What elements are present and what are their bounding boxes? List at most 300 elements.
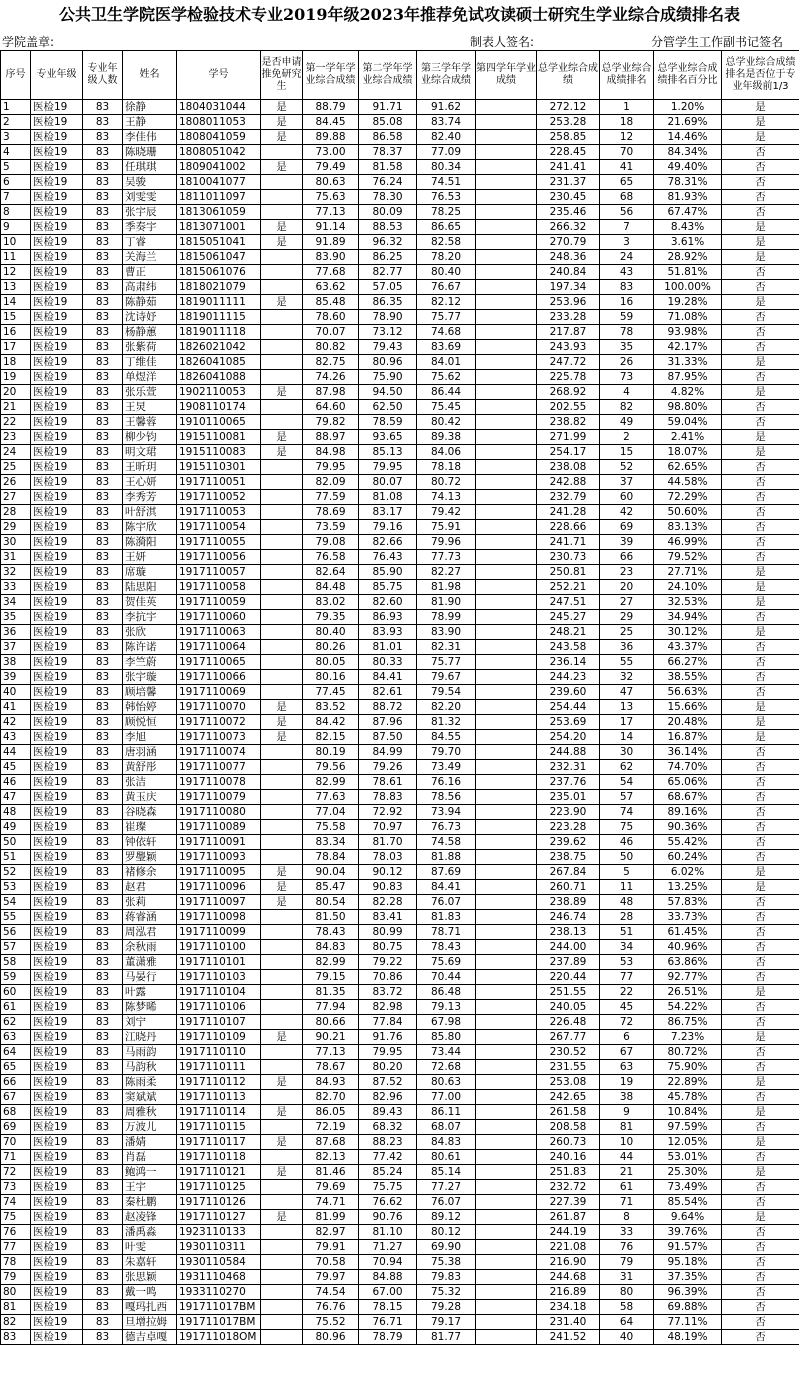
cell-percent: 36.14%	[654, 745, 722, 760]
cell-index: 80	[1, 1285, 31, 1300]
cell-rank: 31	[600, 1270, 654, 1285]
cell-index: 32	[1, 565, 31, 580]
cell-year1: 84.48	[303, 580, 359, 595]
cell-index: 82	[1, 1315, 31, 1330]
cell-rank: 47	[600, 685, 654, 700]
cell-top-third: 是	[722, 565, 799, 580]
cell-year2: 82.61	[359, 685, 417, 700]
table-row	[1, 130, 799, 145]
cell-year1: 79.97	[303, 1270, 359, 1285]
cell-total: 238.13	[537, 925, 600, 940]
cell-count: 83	[83, 1210, 123, 1225]
cell-total: 241.28	[537, 505, 600, 520]
cell-top-third: 是	[722, 700, 799, 715]
cell-year3: 78.71	[417, 925, 476, 940]
cell-student-id: 1917110080	[177, 805, 261, 820]
cell-name: 褚修余	[123, 865, 177, 880]
cell-year2: 86.93	[359, 610, 417, 625]
cell-student-id: 1917110091	[177, 835, 261, 850]
cell-percent: 9.64%	[654, 1210, 722, 1225]
cell-percent: 1.20%	[654, 100, 722, 115]
cell-name: 王静	[123, 115, 177, 130]
cell-major: 医检19	[31, 670, 83, 685]
cell-top-third: 否	[722, 685, 799, 700]
cell-year3: 69.90	[417, 1240, 476, 1255]
cell-year4	[476, 910, 537, 925]
cell-major: 医检19	[31, 535, 83, 550]
cell-year4	[476, 445, 537, 460]
table-row	[1, 1030, 799, 1045]
cell-rank: 69	[600, 520, 654, 535]
cell-apply: 是	[261, 1165, 303, 1180]
cell-count: 83	[83, 1255, 123, 1270]
cell-total: 241.52	[537, 1330, 600, 1345]
cell-year1: 75.52	[303, 1315, 359, 1330]
table-row	[1, 1255, 799, 1270]
table-row	[1, 220, 799, 235]
cell-total: 233.28	[537, 310, 600, 325]
cell-percent: 59.04%	[654, 415, 722, 430]
cell-name: 顾悦恒	[123, 715, 177, 730]
cell-student-id: 191711017BM	[177, 1315, 261, 1330]
cell-major: 医检19	[31, 760, 83, 775]
cell-major: 医检19	[31, 835, 83, 850]
cell-percent: 89.16%	[654, 805, 722, 820]
cell-year4	[476, 730, 537, 745]
cell-top-third: 否	[722, 310, 799, 325]
cell-total: 244.19	[537, 1225, 600, 1240]
cell-index: 74	[1, 1195, 31, 1210]
cell-rank: 40	[600, 1330, 654, 1345]
cell-total: 261.58	[537, 1105, 600, 1120]
header-year3: 第三学年学业综合成绩	[417, 51, 476, 100]
cell-year1: 79.08	[303, 535, 359, 550]
table-row	[1, 475, 799, 490]
cell-year2: 91.76	[359, 1030, 417, 1045]
cell-year3: 79.67	[417, 670, 476, 685]
cell-rank: 17	[600, 715, 654, 730]
cell-apply: 是	[261, 115, 303, 130]
cell-percent: 86.75%	[654, 1015, 722, 1030]
cell-year3: 83.74	[417, 115, 476, 130]
cell-year2: 79.26	[359, 760, 417, 775]
cell-year3: 75.38	[417, 1255, 476, 1270]
cell-index: 35	[1, 610, 31, 625]
cell-percent: 24.10%	[654, 580, 722, 595]
cell-name: 黄舒彤	[123, 760, 177, 775]
cell-major: 医检19	[31, 460, 83, 475]
cell-top-third: 是	[722, 1210, 799, 1225]
cell-top-third: 否	[722, 1240, 799, 1255]
cell-total: 237.76	[537, 775, 600, 790]
table-row	[1, 1090, 799, 1105]
cell-percent: 98.80%	[654, 400, 722, 415]
cell-year2: 84.99	[359, 745, 417, 760]
cell-top-third: 是	[722, 1030, 799, 1045]
cell-student-id: 1917110052	[177, 490, 261, 505]
cell-count: 83	[83, 460, 123, 475]
cell-total: 216.90	[537, 1255, 600, 1270]
cell-student-id: 1917110125	[177, 1180, 261, 1195]
cell-major: 医检19	[31, 850, 83, 865]
cell-top-third: 否	[722, 190, 799, 205]
cell-total: 230.73	[537, 550, 600, 565]
cell-year1: 79.49	[303, 160, 359, 175]
cell-apply	[261, 640, 303, 655]
cell-rank: 50	[600, 850, 654, 865]
cell-rank: 72	[600, 1015, 654, 1030]
cell-name: 张紫荷	[123, 340, 177, 355]
cell-major: 医检19	[31, 985, 83, 1000]
cell-year3: 79.13	[417, 1000, 476, 1015]
cell-count: 83	[83, 925, 123, 940]
cell-count: 83	[83, 610, 123, 625]
cell-percent: 56.63%	[654, 685, 722, 700]
cell-year3: 72.68	[417, 1060, 476, 1075]
cell-year1: 80.05	[303, 655, 359, 670]
cell-name: 李秀芳	[123, 490, 177, 505]
cell-name: 沈诗妤	[123, 310, 177, 325]
cell-index: 30	[1, 535, 31, 550]
cell-year4	[476, 1285, 537, 1300]
cell-total: 239.60	[537, 685, 600, 700]
cell-name: 王馨蓉	[123, 415, 177, 430]
table-row	[1, 805, 799, 820]
cell-index: 17	[1, 340, 31, 355]
cell-year4	[476, 1030, 537, 1045]
cell-total: 231.40	[537, 1315, 600, 1330]
cell-percent: 43.37%	[654, 640, 722, 655]
cell-year2: 76.62	[359, 1195, 417, 1210]
cell-percent: 39.76%	[654, 1225, 722, 1240]
cell-name: 李旭	[123, 730, 177, 745]
cell-count: 83	[83, 310, 123, 325]
cell-apply	[261, 1090, 303, 1105]
cell-year4	[476, 640, 537, 655]
table-row	[1, 460, 799, 475]
cell-total: 244.88	[537, 745, 600, 760]
cell-percent: 48.19%	[654, 1330, 722, 1345]
cell-top-third: 否	[722, 490, 799, 505]
cell-year2: 86.25	[359, 250, 417, 265]
cell-year3: 78.56	[417, 790, 476, 805]
cell-year2: 78.30	[359, 190, 417, 205]
cell-major: 医检19	[31, 1195, 83, 1210]
cell-student-id: 1915110081	[177, 430, 261, 445]
cell-year2: 87.50	[359, 730, 417, 745]
cell-year4	[476, 160, 537, 175]
cell-year4	[476, 295, 537, 310]
cell-major: 医检19	[31, 430, 83, 445]
cell-student-id: 1917110113	[177, 1090, 261, 1105]
cell-index: 20	[1, 385, 31, 400]
cell-rank: 46	[600, 835, 654, 850]
cell-major: 医检19	[31, 340, 83, 355]
cell-year1: 80.82	[303, 340, 359, 355]
cell-major: 医检19	[31, 130, 83, 145]
table-row	[1, 1330, 799, 1345]
cell-year2: 87.52	[359, 1075, 417, 1090]
cell-year3: 74.13	[417, 490, 476, 505]
cell-total: 225.78	[537, 370, 600, 385]
cell-year1: 83.02	[303, 595, 359, 610]
header-year1: 第一学年学业综合成绩	[303, 51, 359, 100]
table-row	[1, 430, 799, 445]
cell-rank: 49	[600, 415, 654, 430]
cell-percent: 95.18%	[654, 1255, 722, 1270]
cell-name: 朱嘉轩	[123, 1255, 177, 1270]
cell-student-id: 1917110066	[177, 670, 261, 685]
cell-rank: 54	[600, 775, 654, 790]
cell-apply	[261, 970, 303, 985]
header-year4: 第四学年学业成绩	[476, 51, 537, 100]
cell-year2: 88.53	[359, 220, 417, 235]
cell-percent: 79.52%	[654, 550, 722, 565]
cell-total: 260.73	[537, 1135, 600, 1150]
cell-index: 48	[1, 805, 31, 820]
cell-percent: 74.70%	[654, 760, 722, 775]
cell-total: 248.21	[537, 625, 600, 640]
cell-count: 83	[83, 325, 123, 340]
header-top-third: 总学业综合成绩排名是否位于专业年级前1/3	[722, 51, 799, 100]
cell-name: 张欣	[123, 625, 177, 640]
cell-percent: 68.67%	[654, 790, 722, 805]
cell-year4	[476, 715, 537, 730]
cell-top-third: 是	[722, 430, 799, 445]
cell-major: 医检19	[31, 640, 83, 655]
cell-total: 238.89	[537, 895, 600, 910]
table-row	[1, 730, 799, 745]
secretary-signature-label: 分管学生工作副书记签名	[651, 35, 784, 49]
cell-apply	[261, 505, 303, 520]
cell-name: 曹正	[123, 265, 177, 280]
cell-index: 24	[1, 445, 31, 460]
cell-total: 237.89	[537, 955, 600, 970]
cell-year4	[476, 1045, 537, 1060]
cell-year3: 82.20	[417, 700, 476, 715]
cell-student-id: 1813061059	[177, 205, 261, 220]
cell-student-id: 1826041088	[177, 370, 261, 385]
cell-year3: 78.18	[417, 460, 476, 475]
cell-year3: 86.48	[417, 985, 476, 1000]
cell-rank: 20	[600, 580, 654, 595]
cell-index: 51	[1, 850, 31, 865]
cell-student-id: 1917110126	[177, 1195, 261, 1210]
cell-year4	[476, 205, 537, 220]
cell-count: 83	[83, 295, 123, 310]
table-row	[1, 160, 799, 175]
cell-total: 227.39	[537, 1195, 600, 1210]
cell-year2: 80.75	[359, 940, 417, 955]
cell-year3: 77.00	[417, 1090, 476, 1105]
cell-apply	[261, 1300, 303, 1315]
cell-student-id: 1917110106	[177, 1000, 261, 1015]
table-row	[1, 1000, 799, 1015]
cell-top-third: 否	[722, 415, 799, 430]
cell-apply	[261, 1060, 303, 1075]
cell-rank: 21	[600, 1165, 654, 1180]
cell-rank: 65	[600, 175, 654, 190]
cell-index: 68	[1, 1105, 31, 1120]
cell-year1: 77.63	[303, 790, 359, 805]
cell-year3: 79.54	[417, 685, 476, 700]
cell-index: 72	[1, 1165, 31, 1180]
cell-year2: 82.98	[359, 1000, 417, 1015]
table-row	[1, 355, 799, 370]
cell-year3: 75.45	[417, 400, 476, 415]
cell-student-id: 1917110054	[177, 520, 261, 535]
cell-apply	[261, 355, 303, 370]
cell-name: 徐静	[123, 100, 177, 115]
cell-year3: 80.12	[417, 1225, 476, 1240]
cell-total: 272.12	[537, 100, 600, 115]
cell-total: 220.44	[537, 970, 600, 985]
cell-apply	[261, 310, 303, 325]
cell-student-id: 1808041059	[177, 130, 261, 145]
cell-top-third: 否	[722, 160, 799, 175]
cell-percent: 18.07%	[654, 445, 722, 460]
table-row	[1, 340, 799, 355]
cell-total: 258.85	[537, 130, 600, 145]
cell-percent: 49.40%	[654, 160, 722, 175]
cell-index: 65	[1, 1060, 31, 1075]
cell-year2: 82.96	[359, 1090, 417, 1105]
cell-year4	[476, 760, 537, 775]
cell-top-third: 是	[722, 250, 799, 265]
cell-major: 医检19	[31, 1075, 83, 1090]
cell-major: 医检19	[31, 565, 83, 580]
cell-percent: 87.95%	[654, 370, 722, 385]
cell-index: 83	[1, 1330, 31, 1345]
cell-student-id: 1908110174	[177, 400, 261, 415]
cell-apply	[261, 1120, 303, 1135]
cell-apply	[261, 925, 303, 940]
cell-rank: 75	[600, 820, 654, 835]
cell-rank: 8	[600, 1210, 654, 1225]
cell-year1: 63.62	[303, 280, 359, 295]
cell-year2: 78.83	[359, 790, 417, 805]
cell-student-id: 1808051042	[177, 145, 261, 160]
cell-apply	[261, 685, 303, 700]
cell-percent: 80.72%	[654, 1045, 722, 1060]
cell-year2: 78.59	[359, 415, 417, 430]
cell-index: 14	[1, 295, 31, 310]
cell-count: 83	[83, 895, 123, 910]
cell-index: 26	[1, 475, 31, 490]
cell-year2: 70.97	[359, 820, 417, 835]
cell-count: 83	[83, 400, 123, 415]
cell-year4	[476, 1105, 537, 1120]
cell-year4	[476, 460, 537, 475]
cell-total: 251.83	[537, 1165, 600, 1180]
cell-index: 3	[1, 130, 31, 145]
cell-major: 医检19	[31, 1255, 83, 1270]
cell-rank: 32	[600, 670, 654, 685]
cell-percent: 32.53%	[654, 595, 722, 610]
cell-year4	[476, 1120, 537, 1135]
cell-year3: 78.99	[417, 610, 476, 625]
cell-rank: 74	[600, 805, 654, 820]
cell-year2: 78.15	[359, 1300, 417, 1315]
cell-count: 83	[83, 775, 123, 790]
cell-year3: 73.49	[417, 760, 476, 775]
cell-apply	[261, 745, 303, 760]
cell-count: 83	[83, 1105, 123, 1120]
cell-year3: 83.90	[417, 625, 476, 640]
cell-apply	[261, 265, 303, 280]
cell-rank: 29	[600, 610, 654, 625]
cell-rank: 19	[600, 1075, 654, 1090]
cell-name: 张洁	[123, 775, 177, 790]
cell-student-id: 1917110099	[177, 925, 261, 940]
cell-top-third: 否	[722, 265, 799, 280]
table-row	[1, 745, 799, 760]
cell-rank: 24	[600, 250, 654, 265]
cell-major: 医检19	[31, 1330, 83, 1345]
cell-total: 242.88	[537, 475, 600, 490]
cell-name: 刘宁	[123, 1015, 177, 1030]
cell-year3: 80.42	[417, 415, 476, 430]
cell-year3: 79.42	[417, 505, 476, 520]
cell-top-third: 否	[722, 940, 799, 955]
cell-year3: 81.77	[417, 1330, 476, 1345]
cell-total: 271.99	[537, 430, 600, 445]
cell-year3: 74.68	[417, 325, 476, 340]
cell-year3: 75.32	[417, 1285, 476, 1300]
cell-rank: 68	[600, 190, 654, 205]
cell-major: 医检19	[31, 685, 83, 700]
cell-total: 238.08	[537, 460, 600, 475]
cell-total: 244.23	[537, 670, 600, 685]
cell-year1: 84.45	[303, 115, 359, 130]
cell-total: 244.00	[537, 940, 600, 955]
cell-year4	[476, 565, 537, 580]
cell-major: 医检19	[31, 925, 83, 940]
cell-count: 83	[83, 1060, 123, 1075]
cell-year2: 80.33	[359, 655, 417, 670]
cell-year2: 85.13	[359, 445, 417, 460]
cell-year4	[476, 520, 537, 535]
cell-year1: 81.35	[303, 985, 359, 1000]
cell-student-id: 1917110110	[177, 1045, 261, 1060]
cell-year2: 80.20	[359, 1060, 417, 1075]
cell-count: 83	[83, 205, 123, 220]
cell-name: 高肃纬	[123, 280, 177, 295]
cell-year4	[476, 490, 537, 505]
cell-year4	[476, 535, 537, 550]
cell-rank: 33	[600, 1225, 654, 1240]
cell-year4	[476, 190, 537, 205]
cell-percent: 53.01%	[654, 1150, 722, 1165]
cell-apply	[261, 325, 303, 340]
cell-total: 230.52	[537, 1045, 600, 1060]
cell-index: 81	[1, 1300, 31, 1315]
cell-top-third: 否	[722, 1090, 799, 1105]
table-row	[1, 925, 799, 940]
cell-rank: 73	[600, 370, 654, 385]
cell-year1: 79.82	[303, 415, 359, 430]
cell-year1: 81.99	[303, 1210, 359, 1225]
cell-index: 54	[1, 895, 31, 910]
cell-rank: 62	[600, 760, 654, 775]
cell-student-id: 1815051041	[177, 235, 261, 250]
cell-year2: 75.90	[359, 370, 417, 385]
cell-rank: 60	[600, 490, 654, 505]
cell-name: 马雨韵	[123, 1045, 177, 1060]
header-apply: 是否申请推免研究生	[261, 51, 303, 100]
cell-rank: 41	[600, 160, 654, 175]
cell-count: 83	[83, 1090, 123, 1105]
